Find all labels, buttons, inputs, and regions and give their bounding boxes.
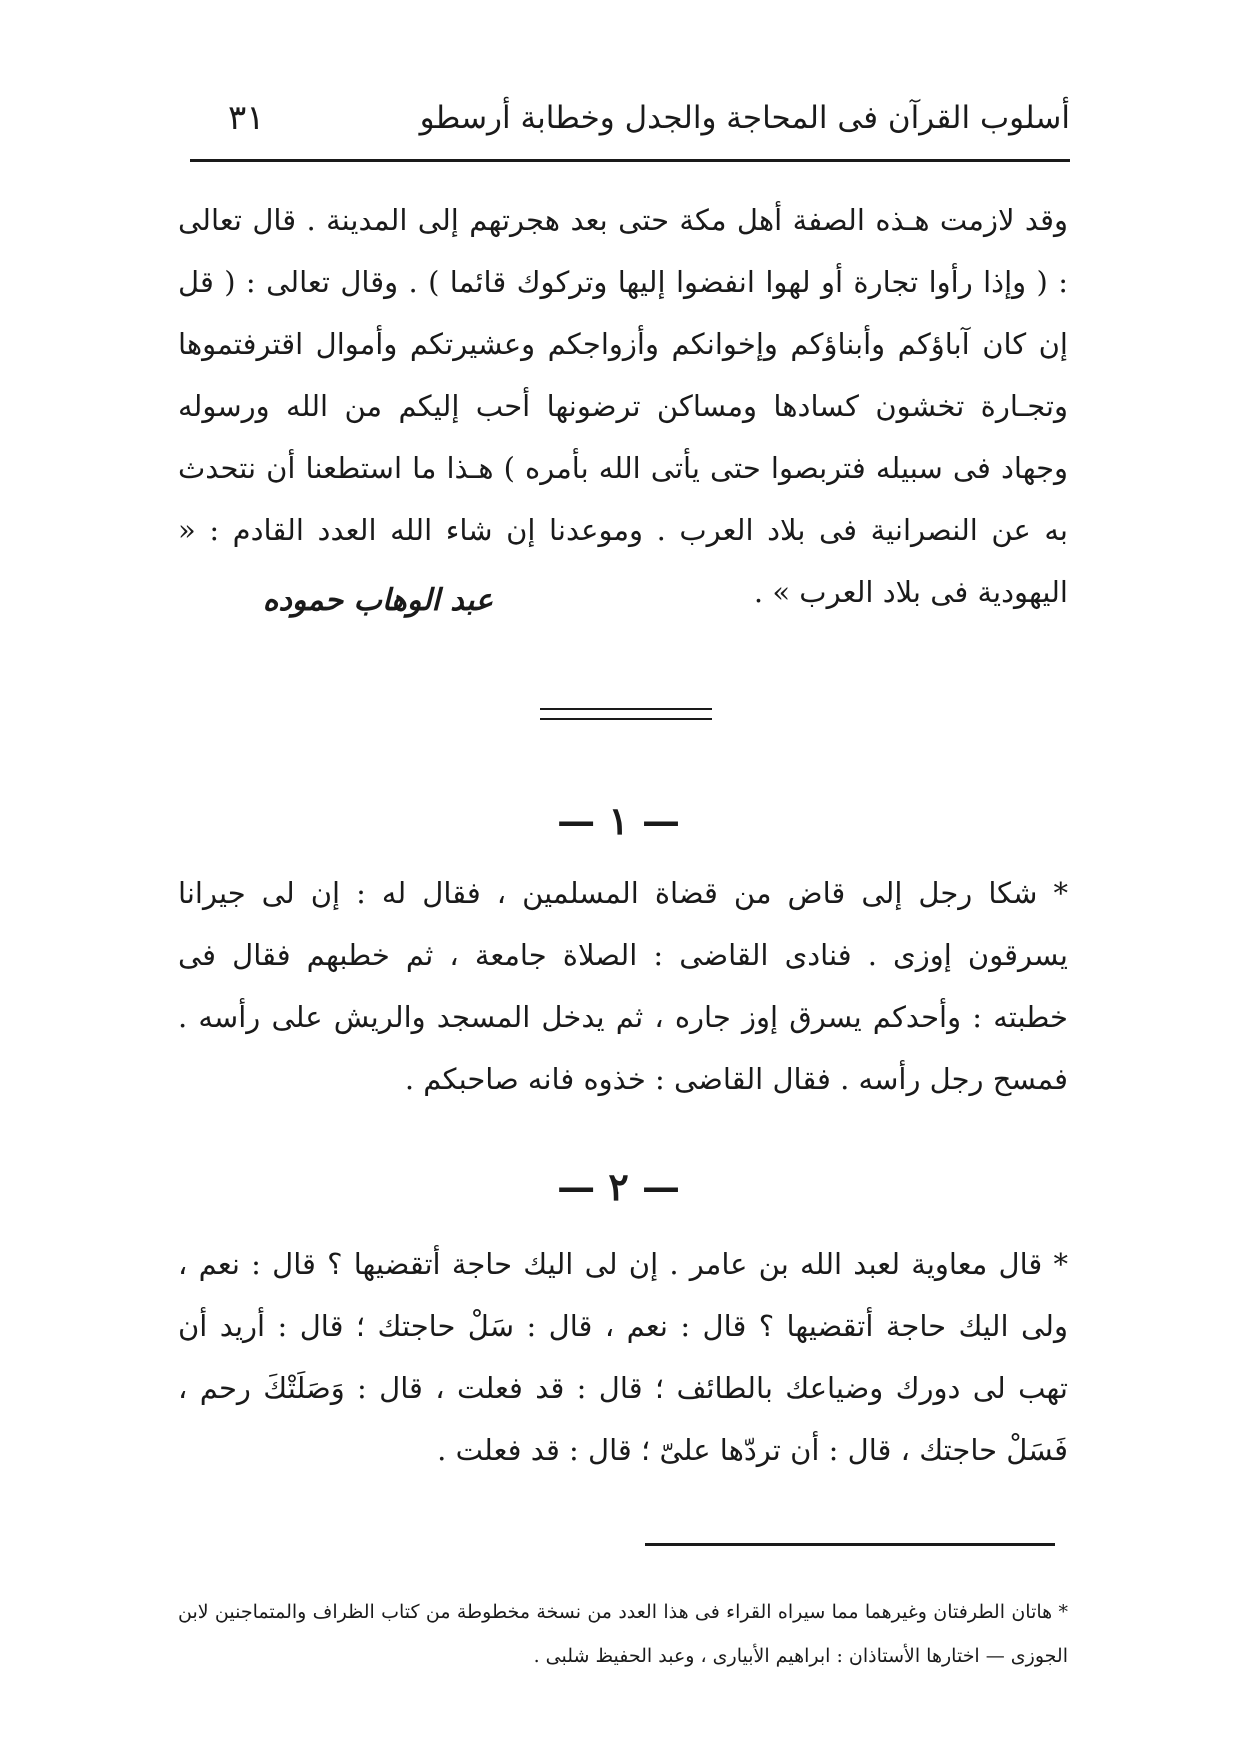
item-number-2: — ٢ — xyxy=(557,1164,680,1209)
anecdote-2: * قال معاوية لعبد الله بن عامر . إن لى اليك حاجة أتقضيها ؟ قال : نعم ، ولى اليك حاجة أتقضيها ؟ قال : نعم ، قال : سَلْ حاجتك ؛ قال : أريد أن تهب لى دورك وضياعك بالطائف ؛ قال : قد فعلت ، قال : وَصَلَتْكَ رحم ، فَسَلْ حاجتك ، قال : أن تردّها علىّ ؛ قال : قد فعلت . xyxy=(178,1247,1068,1467)
page-header xyxy=(190,95,1070,145)
page-number: ٣١ xyxy=(228,98,265,138)
article-closing-paragraph: وقد لازمت هـذه الصفة أهل مكة حتى بعد هجرتهم إلى المدينة . قال تعالى : ( وإذا رأوا تجارة أو لهوا انفضوا إليها وتركوك قائما ) . وقال تعالى : ( قل إن كان آباؤكم وأبناؤكم وإخوانكم وأزواجكم وعشيرتكم وأموال اقترفتموها وتجـارة تخشون كسادها ومساكن ترضونها أحب إليكم من الله ورسوله وجهاد فى سبيله فتربصوا حتى يأتى الله بأمره ) هـذا ما استطعنا أن نتحدث به عن النصرانية فى بلاد العرب . وموعدنا إن شاء الله العدد القادم : « اليهودية فى بلاد العرب » . xyxy=(178,203,1068,609)
footnote-rule xyxy=(645,1543,1055,1546)
anecdote-1: * شكا رجل إلى قاض من قضاة المسلمين ، فقال له : إن لى جيرانا يسرقون إوزى . فنادى القاضى : الصلاة جامعة ، ثم خطبهم فقال فى خطبته : وأحدكم يسرق إوز جاره ، ثم يدخل المسجد والريش على رأسه . فمسح رجل رأسه . فقال القاضى : خذوه فانه صاحبكم . xyxy=(178,876,1068,1096)
footnote: * هاتان الطرفتان وغيرهما مما سيراه القراء فى هذا العدد من نسخة مخطوطة من كتاب الظراف والمتماجنين لابن الجوزى — اختارها الأستاذان : ابراهيم الأبيارى ، وعبد الحفيظ شلبى . xyxy=(178,1601,1068,1667)
author-signature: عبد الوهاب حموده xyxy=(262,583,493,618)
running-title: أسلوب القرآن فى المحاجة والجدل وخطابة أرسطو xyxy=(419,100,1070,136)
header-rule xyxy=(190,159,1070,162)
section-divider xyxy=(540,708,712,720)
item-number-1: — ١ — xyxy=(557,798,680,843)
